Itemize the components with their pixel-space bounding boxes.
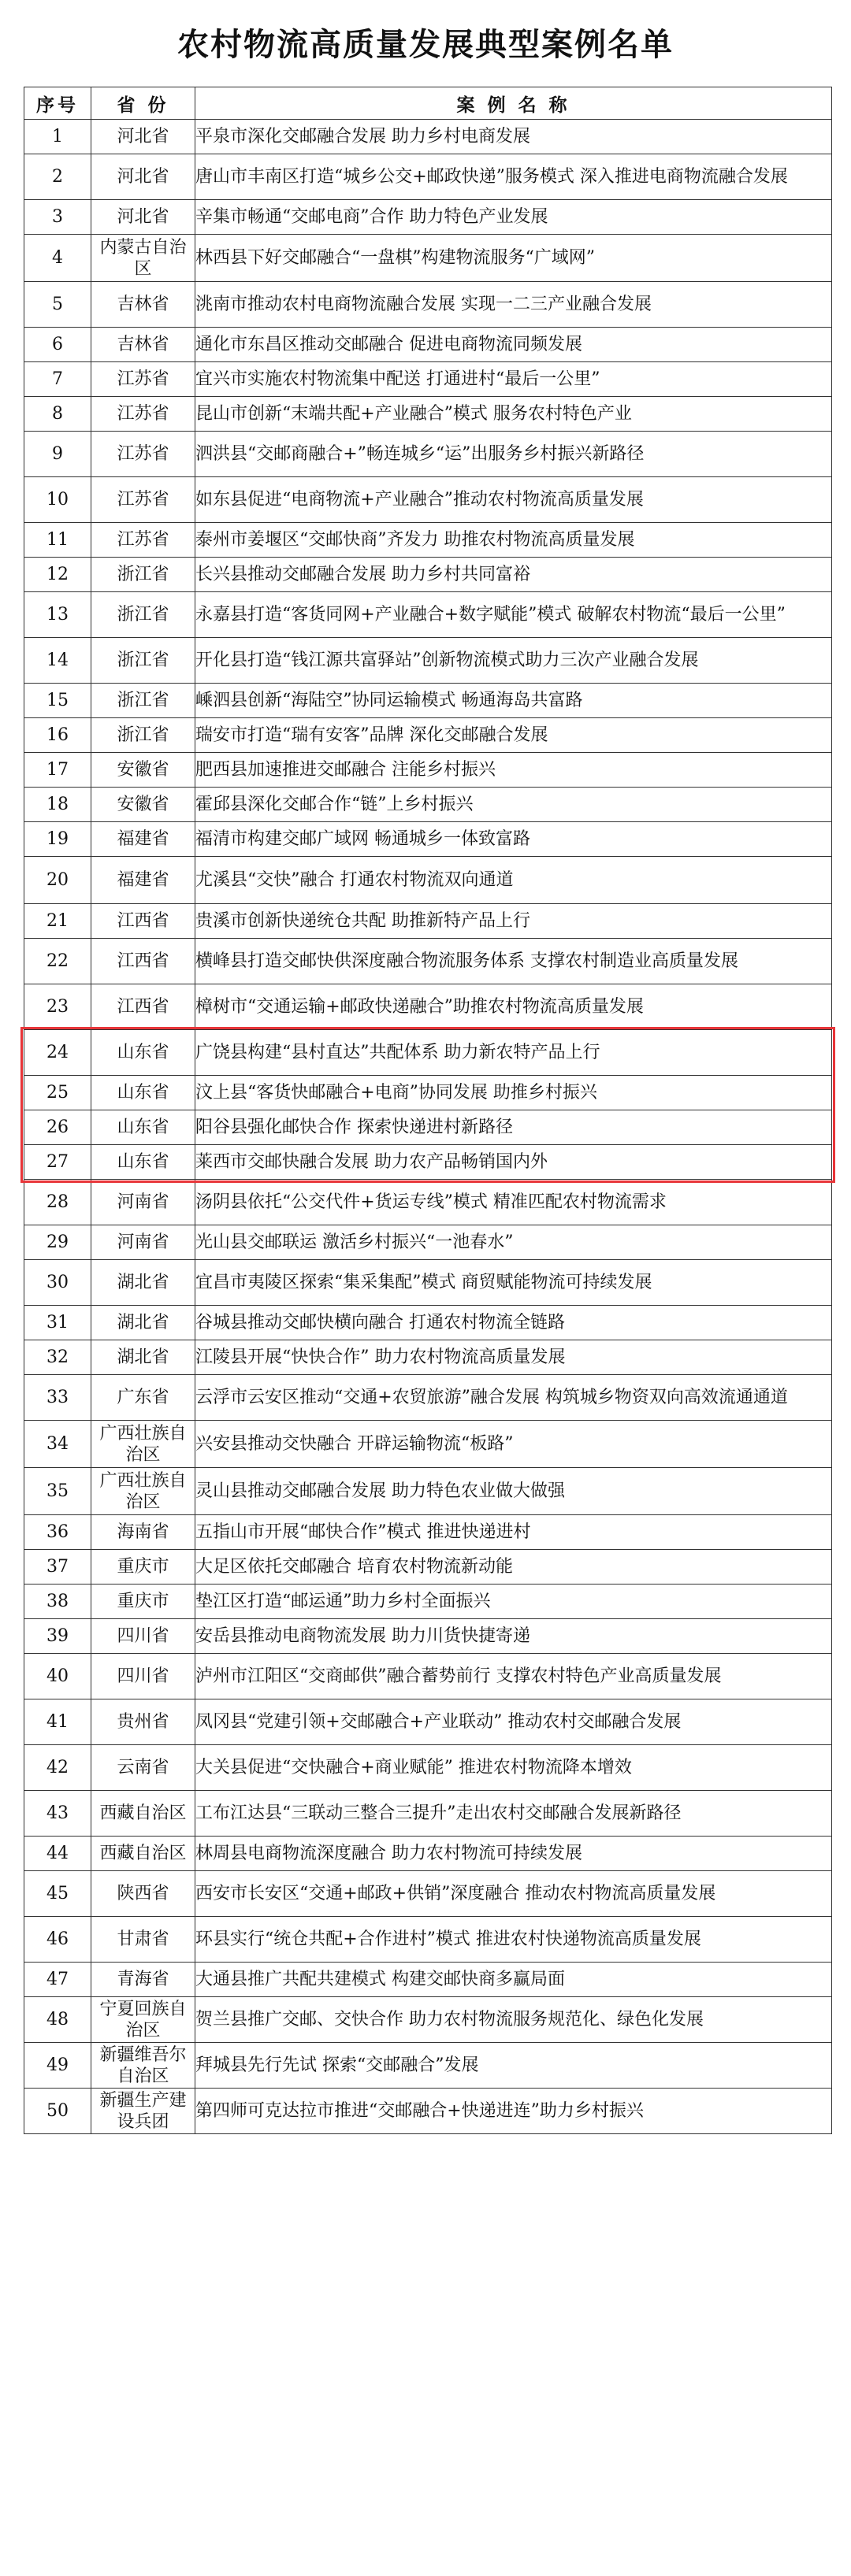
table-row [24, 1837, 832, 1871]
row-province: 山东省 [91, 1030, 195, 1076]
row-province: 山东省 [91, 1145, 195, 1180]
row-number: 16 [24, 718, 91, 753]
row-case-name: 如东县促进“电商物流+产业融合”推动农村物流高质量发展 [195, 477, 832, 523]
row-number: 38 [24, 1585, 91, 1619]
row-number: 48 [24, 1997, 91, 2043]
row-number: 15 [24, 684, 91, 718]
row-province: 广西壮族自治区 [91, 1468, 195, 1515]
row-province: 江西省 [91, 984, 195, 1030]
row-province: 西藏自治区 [91, 1837, 195, 1871]
row-case-name: 辛集市畅通“交邮电商”合作 助力特色产业发展 [195, 200, 832, 235]
table-row [24, 718, 832, 753]
row-case-name: 江陵县开展“快快合作” 助力农村物流高质量发展 [195, 1340, 832, 1375]
row-case-name: 开化县打造“钱江源共富驿站”创新物流模式助力三次产业融合发展 [195, 638, 832, 684]
row-case-name: 大足区依托交邮融合 培育农村物流新动能 [195, 1550, 832, 1585]
row-number: 5 [24, 282, 91, 328]
row-case-name: 垫江区打造“邮运通”助力乡村全面振兴 [195, 1585, 832, 1619]
row-province: 江西省 [91, 904, 195, 939]
table-row [24, 1421, 832, 1468]
row-number: 8 [24, 397, 91, 432]
row-number: 32 [24, 1340, 91, 1375]
row-province: 青海省 [91, 1963, 195, 1997]
table-row [24, 2089, 832, 2134]
row-case-name: 云浮市云安区推动“交通+农贸旅游”融合发展 构筑城乡物资双向高效流通通道 [195, 1375, 832, 1421]
header-case-name: 案 例 名 称 [195, 87, 832, 120]
row-province: 河南省 [91, 1225, 195, 1260]
table-row [24, 235, 832, 282]
row-case-name: 尤溪县“交快”融合 打通农村物流双向通道 [195, 857, 832, 904]
row-number: 44 [24, 1837, 91, 1871]
table-row [24, 1375, 832, 1421]
table-row [24, 1699, 832, 1745]
row-case-name: 汶上县“客货快邮融合+电商”协同发展 助推乡村振兴 [195, 1076, 832, 1110]
table-row [24, 282, 832, 328]
row-case-name: 永嘉县打造“客货同网+产业融合+数字赋能”模式 破解农村物流“最后一公里” [195, 592, 832, 638]
table-row [24, 1654, 832, 1699]
row-number: 45 [24, 1871, 91, 1917]
row-case-name: 泗洪县“交邮商融合+”畅连城乡“运”出服务乡村振兴新路径 [195, 432, 832, 477]
row-number: 9 [24, 432, 91, 477]
table-row [24, 397, 832, 432]
table-row [24, 1260, 832, 1306]
row-number: 30 [24, 1260, 91, 1306]
row-number: 11 [24, 523, 91, 558]
row-province: 重庆市 [91, 1550, 195, 1585]
table-row [24, 684, 832, 718]
row-province: 甘肃省 [91, 1917, 195, 1963]
row-province: 湖北省 [91, 1306, 195, 1340]
row-case-name: 长兴县推动交邮融合发展 助力乡村共同富裕 [195, 558, 832, 592]
row-number: 4 [24, 235, 91, 282]
row-number: 50 [24, 2089, 91, 2134]
row-province: 湖北省 [91, 1340, 195, 1375]
table-row [24, 1468, 832, 1515]
row-province: 江苏省 [91, 523, 195, 558]
table-row [24, 1619, 832, 1654]
table-row [24, 432, 832, 477]
table-row [24, 1340, 832, 1375]
table-row [24, 753, 832, 788]
row-province: 浙江省 [91, 718, 195, 753]
table-row [24, 1076, 832, 1110]
table-row [24, 1180, 832, 1225]
row-province: 福建省 [91, 822, 195, 857]
row-case-name: 唐山市丰南区打造“城乡公交+邮政快递”服务模式 深入推进电商物流融合发展 [195, 154, 832, 200]
page-title: 农村物流高质量发展典型案例名单 [177, 26, 674, 63]
row-province: 湖北省 [91, 1260, 195, 1306]
row-province: 新疆维吾尔自治区 [91, 2043, 195, 2089]
row-province: 吉林省 [91, 328, 195, 362]
row-number: 40 [24, 1654, 91, 1699]
row-case-name: 林西县下好交邮融合“一盘棋”构建物流服务“广域网” [195, 235, 832, 282]
row-number: 39 [24, 1619, 91, 1654]
row-province: 浙江省 [91, 684, 195, 718]
row-case-name: 福清市构建交邮广域网 畅通城乡一体致富路 [195, 822, 832, 857]
table-row [24, 939, 832, 984]
table-row [24, 328, 832, 362]
row-number: 41 [24, 1699, 91, 1745]
row-case-name: 肥西县加速推进交邮融合 注能乡村振兴 [195, 753, 832, 788]
table-row [24, 904, 832, 939]
row-province: 安徽省 [91, 753, 195, 788]
table-row [24, 523, 832, 558]
table-row [24, 857, 832, 904]
table-row [24, 1997, 832, 2043]
row-case-name: 洮南市推动农村电商物流融合发展 实现一二三产业融合发展 [195, 282, 832, 328]
row-number: 42 [24, 1745, 91, 1791]
row-case-name: 樟树市“交通运输+邮政快递融合”助推农村物流高质量发展 [195, 984, 832, 1030]
row-province: 河北省 [91, 154, 195, 200]
row-province: 内蒙古自治区 [91, 235, 195, 282]
row-number: 7 [24, 362, 91, 397]
table-row [24, 592, 832, 638]
table-row [24, 984, 832, 1030]
row-province: 陕西省 [91, 1871, 195, 1917]
row-province: 贵州省 [91, 1699, 195, 1745]
row-province: 广西壮族自治区 [91, 1421, 195, 1468]
row-province: 四川省 [91, 1619, 195, 1654]
table-row [24, 120, 832, 154]
row-case-name: 嵊泗县创新“海陆空”协同运输模式 畅通海岛共富路 [195, 684, 832, 718]
row-case-name: 平泉市深化交邮融合发展 助力乡村电商发展 [195, 120, 832, 154]
table-row [24, 154, 832, 200]
row-number: 49 [24, 2043, 91, 2089]
row-number: 20 [24, 857, 91, 904]
row-number: 27 [24, 1145, 91, 1180]
table-header-row [24, 87, 832, 120]
row-number: 47 [24, 1963, 91, 1997]
row-case-name: 林周县电商物流深度融合 助力农村物流可持续发展 [195, 1837, 832, 1871]
row-province: 福建省 [91, 857, 195, 904]
table-row [24, 1871, 832, 1917]
table-row [24, 1963, 832, 1997]
row-number: 18 [24, 788, 91, 822]
row-case-name: 西安市长安区“交通+邮政+供销”深度融合 推动农村物流高质量发展 [195, 1871, 832, 1917]
row-province: 西藏自治区 [91, 1791, 195, 1837]
table-row [24, 477, 832, 523]
row-number: 12 [24, 558, 91, 592]
row-province: 浙江省 [91, 592, 195, 638]
row-province: 江苏省 [91, 362, 195, 397]
row-province: 江苏省 [91, 477, 195, 523]
case-list-table [24, 87, 832, 2134]
table-row [24, 1550, 832, 1585]
row-province: 宁夏回族自治区 [91, 1997, 195, 2043]
row-case-name: 阳谷县强化邮快合作 探索快递进村新路径 [195, 1110, 832, 1145]
row-case-name: 泰州市姜堰区“交邮快商”齐发力 助推农村物流高质量发展 [195, 523, 832, 558]
table-row [24, 1306, 832, 1340]
row-case-name: 泸州市江阳区“交商邮供”融合蓄势前行 支撑农村特色产业高质量发展 [195, 1654, 832, 1699]
row-province: 河南省 [91, 1180, 195, 1225]
row-number: 2 [24, 154, 91, 200]
row-number: 46 [24, 1917, 91, 1963]
row-case-name: 汤阴县依托“公交代件+货运专线”模式 精准匹配农村物流需求 [195, 1180, 832, 1225]
row-case-name: 莱西市交邮快融合发展 助力农产品畅销国内外 [195, 1145, 832, 1180]
row-province: 江苏省 [91, 397, 195, 432]
table-row [24, 1585, 832, 1619]
row-case-name: 环县实行“统仓共配+合作进村”模式 推进农村快递物流高质量发展 [195, 1917, 832, 1963]
row-province: 吉林省 [91, 282, 195, 328]
row-case-name: 贵溪市创新快递统仓共配 助推新特产品上行 [195, 904, 832, 939]
row-case-name: 大通县推广共配共建模式 构建交邮快商多赢局面 [195, 1963, 832, 1997]
row-number: 35 [24, 1468, 91, 1515]
row-case-name: 通化市东昌区推动交邮融合 促进电商物流同频发展 [195, 328, 832, 362]
row-number: 43 [24, 1791, 91, 1837]
row-number: 19 [24, 822, 91, 857]
row-case-name: 拜城县先行先试 探索“交邮融合”发展 [195, 2043, 832, 2089]
row-province: 山东省 [91, 1076, 195, 1110]
row-case-name: 工布江达县“三联动三整合三提升”走出农村交邮融合发展新路径 [195, 1791, 832, 1837]
row-number: 21 [24, 904, 91, 939]
table-row [24, 558, 832, 592]
table-row [24, 1145, 832, 1180]
row-case-name: 第四师可克达拉市推进“交邮融合+快递进连”助力乡村振兴 [195, 2089, 832, 2134]
row-case-name: 凤冈县“党建引领+交邮融合+产业联动” 推动农村交邮融合发展 [195, 1699, 832, 1745]
row-number: 6 [24, 328, 91, 362]
row-case-name: 大关县促进“交快融合+商业赋能” 推进农村物流降本增效 [195, 1745, 832, 1791]
row-number: 10 [24, 477, 91, 523]
row-number: 31 [24, 1306, 91, 1340]
table-row [24, 200, 832, 235]
row-province: 江苏省 [91, 432, 195, 477]
row-province: 海南省 [91, 1515, 195, 1550]
table-body [24, 120, 832, 2134]
row-province: 浙江省 [91, 638, 195, 684]
row-province: 四川省 [91, 1654, 195, 1699]
row-case-name: 瑞安市打造“瑞有安客”品牌 深化交邮融合发展 [195, 718, 832, 753]
row-case-name: 五指山市开展“邮快合作”模式 推进快递进村 [195, 1515, 832, 1550]
header-province: 省 份 [91, 87, 195, 120]
row-province: 云南省 [91, 1745, 195, 1791]
row-number: 24 [24, 1030, 91, 1076]
row-case-name: 贺兰县推广交邮、交快合作 助力农村物流服务规范化、绿色化发展 [195, 1997, 832, 2043]
table-row [24, 1745, 832, 1791]
row-number: 34 [24, 1421, 91, 1468]
row-province: 重庆市 [91, 1585, 195, 1619]
table-row [24, 1225, 832, 1260]
row-number: 13 [24, 592, 91, 638]
row-province: 河北省 [91, 200, 195, 235]
row-province: 浙江省 [91, 558, 195, 592]
table-row [24, 1515, 832, 1550]
row-number: 22 [24, 939, 91, 984]
row-province: 山东省 [91, 1110, 195, 1145]
row-province: 河北省 [91, 120, 195, 154]
table-row [24, 638, 832, 684]
table-row [24, 1917, 832, 1963]
table-row [24, 1110, 832, 1145]
row-number: 1 [24, 120, 91, 154]
row-case-name: 谷城县推动交邮快横向融合 打通农村物流全链路 [195, 1306, 832, 1340]
table-row [24, 822, 832, 857]
row-number: 36 [24, 1515, 91, 1550]
row-case-name: 灵山县推动交邮融合发展 助力特色农业做大做强 [195, 1468, 832, 1515]
row-number: 29 [24, 1225, 91, 1260]
row-number: 3 [24, 200, 91, 235]
table-row [24, 1791, 832, 1837]
row-case-name: 宜昌市夷陵区探索“集采集配”模式 商贸赋能物流可持续发展 [195, 1260, 832, 1306]
row-province: 安徽省 [91, 788, 195, 822]
row-case-name: 广饶县构建“县村直达”共配体系 助力新农特产品上行 [195, 1030, 832, 1076]
header-no: 序号 [24, 87, 91, 120]
row-province: 新疆生产建设兵团 [91, 2089, 195, 2134]
table-row [24, 2043, 832, 2089]
row-case-name: 光山县交邮联运 激活乡村振兴“一池春水” [195, 1225, 832, 1260]
table-row [24, 788, 832, 822]
row-number: 37 [24, 1550, 91, 1585]
row-province: 广东省 [91, 1375, 195, 1421]
row-number: 33 [24, 1375, 91, 1421]
row-number: 25 [24, 1076, 91, 1110]
row-number: 28 [24, 1180, 91, 1225]
row-number: 23 [24, 984, 91, 1030]
row-number: 14 [24, 638, 91, 684]
row-case-name: 宜兴市实施农村物流集中配送 打通进村“最后一公里” [195, 362, 832, 397]
row-case-name: 昆山市创新“末端共配+产业融合”模式 服务农村特色产业 [195, 397, 832, 432]
row-number: 17 [24, 753, 91, 788]
table-row [24, 362, 832, 397]
row-number: 26 [24, 1110, 91, 1145]
row-case-name: 安岳县推动电商物流发展 助力川货快捷寄递 [195, 1619, 832, 1654]
table-row [24, 1030, 832, 1076]
row-case-name: 霍邱县深化交邮合作“链”上乡村振兴 [195, 788, 832, 822]
row-case-name: 兴安县推动交快融合 开辟运输物流“板路” [195, 1421, 832, 1468]
row-province: 江西省 [91, 939, 195, 984]
row-case-name: 横峰县打造交邮快供深度融合物流服务体系 支撑农村制造业高质量发展 [195, 939, 832, 984]
